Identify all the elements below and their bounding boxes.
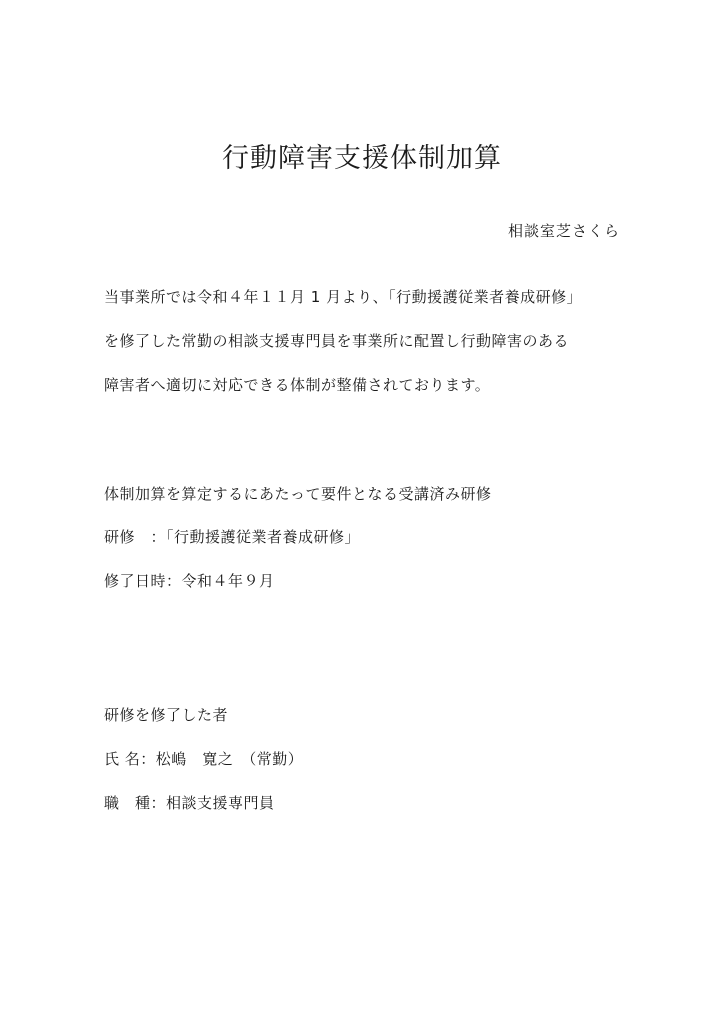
completer-section-heading: 研修を修了した者	[104, 706, 229, 724]
training-section-heading: 体制加算を算定するにあたって要件となる受講済み研修	[104, 485, 492, 503]
body-paragraph-line-2: を修了した常勤の相談支援専門員を事業所に配置し行動障害のある	[104, 332, 570, 350]
body-paragraph-line-1: 当事業所では令和４年１１月 1 月より、「行動援護従業者養成研修」	[104, 288, 583, 306]
organization-name: 相談室芝さくら	[507, 222, 620, 240]
page-title: 行動障害支援体制加算	[222, 143, 502, 174]
body-paragraph-line-3: 障害者へ適切に対応できる体制が整備されております。	[104, 376, 491, 394]
completion-date-line: 修了日時：令和４年９月	[104, 572, 275, 590]
completer-position-line: 職 種：相談支援専門員	[104, 794, 275, 812]
training-name-line: 研修 ：「行動援護従業者養成研修」	[104, 528, 361, 546]
completer-name-line: 氏 名：松嶋 寛之 （常勤）	[104, 750, 304, 768]
